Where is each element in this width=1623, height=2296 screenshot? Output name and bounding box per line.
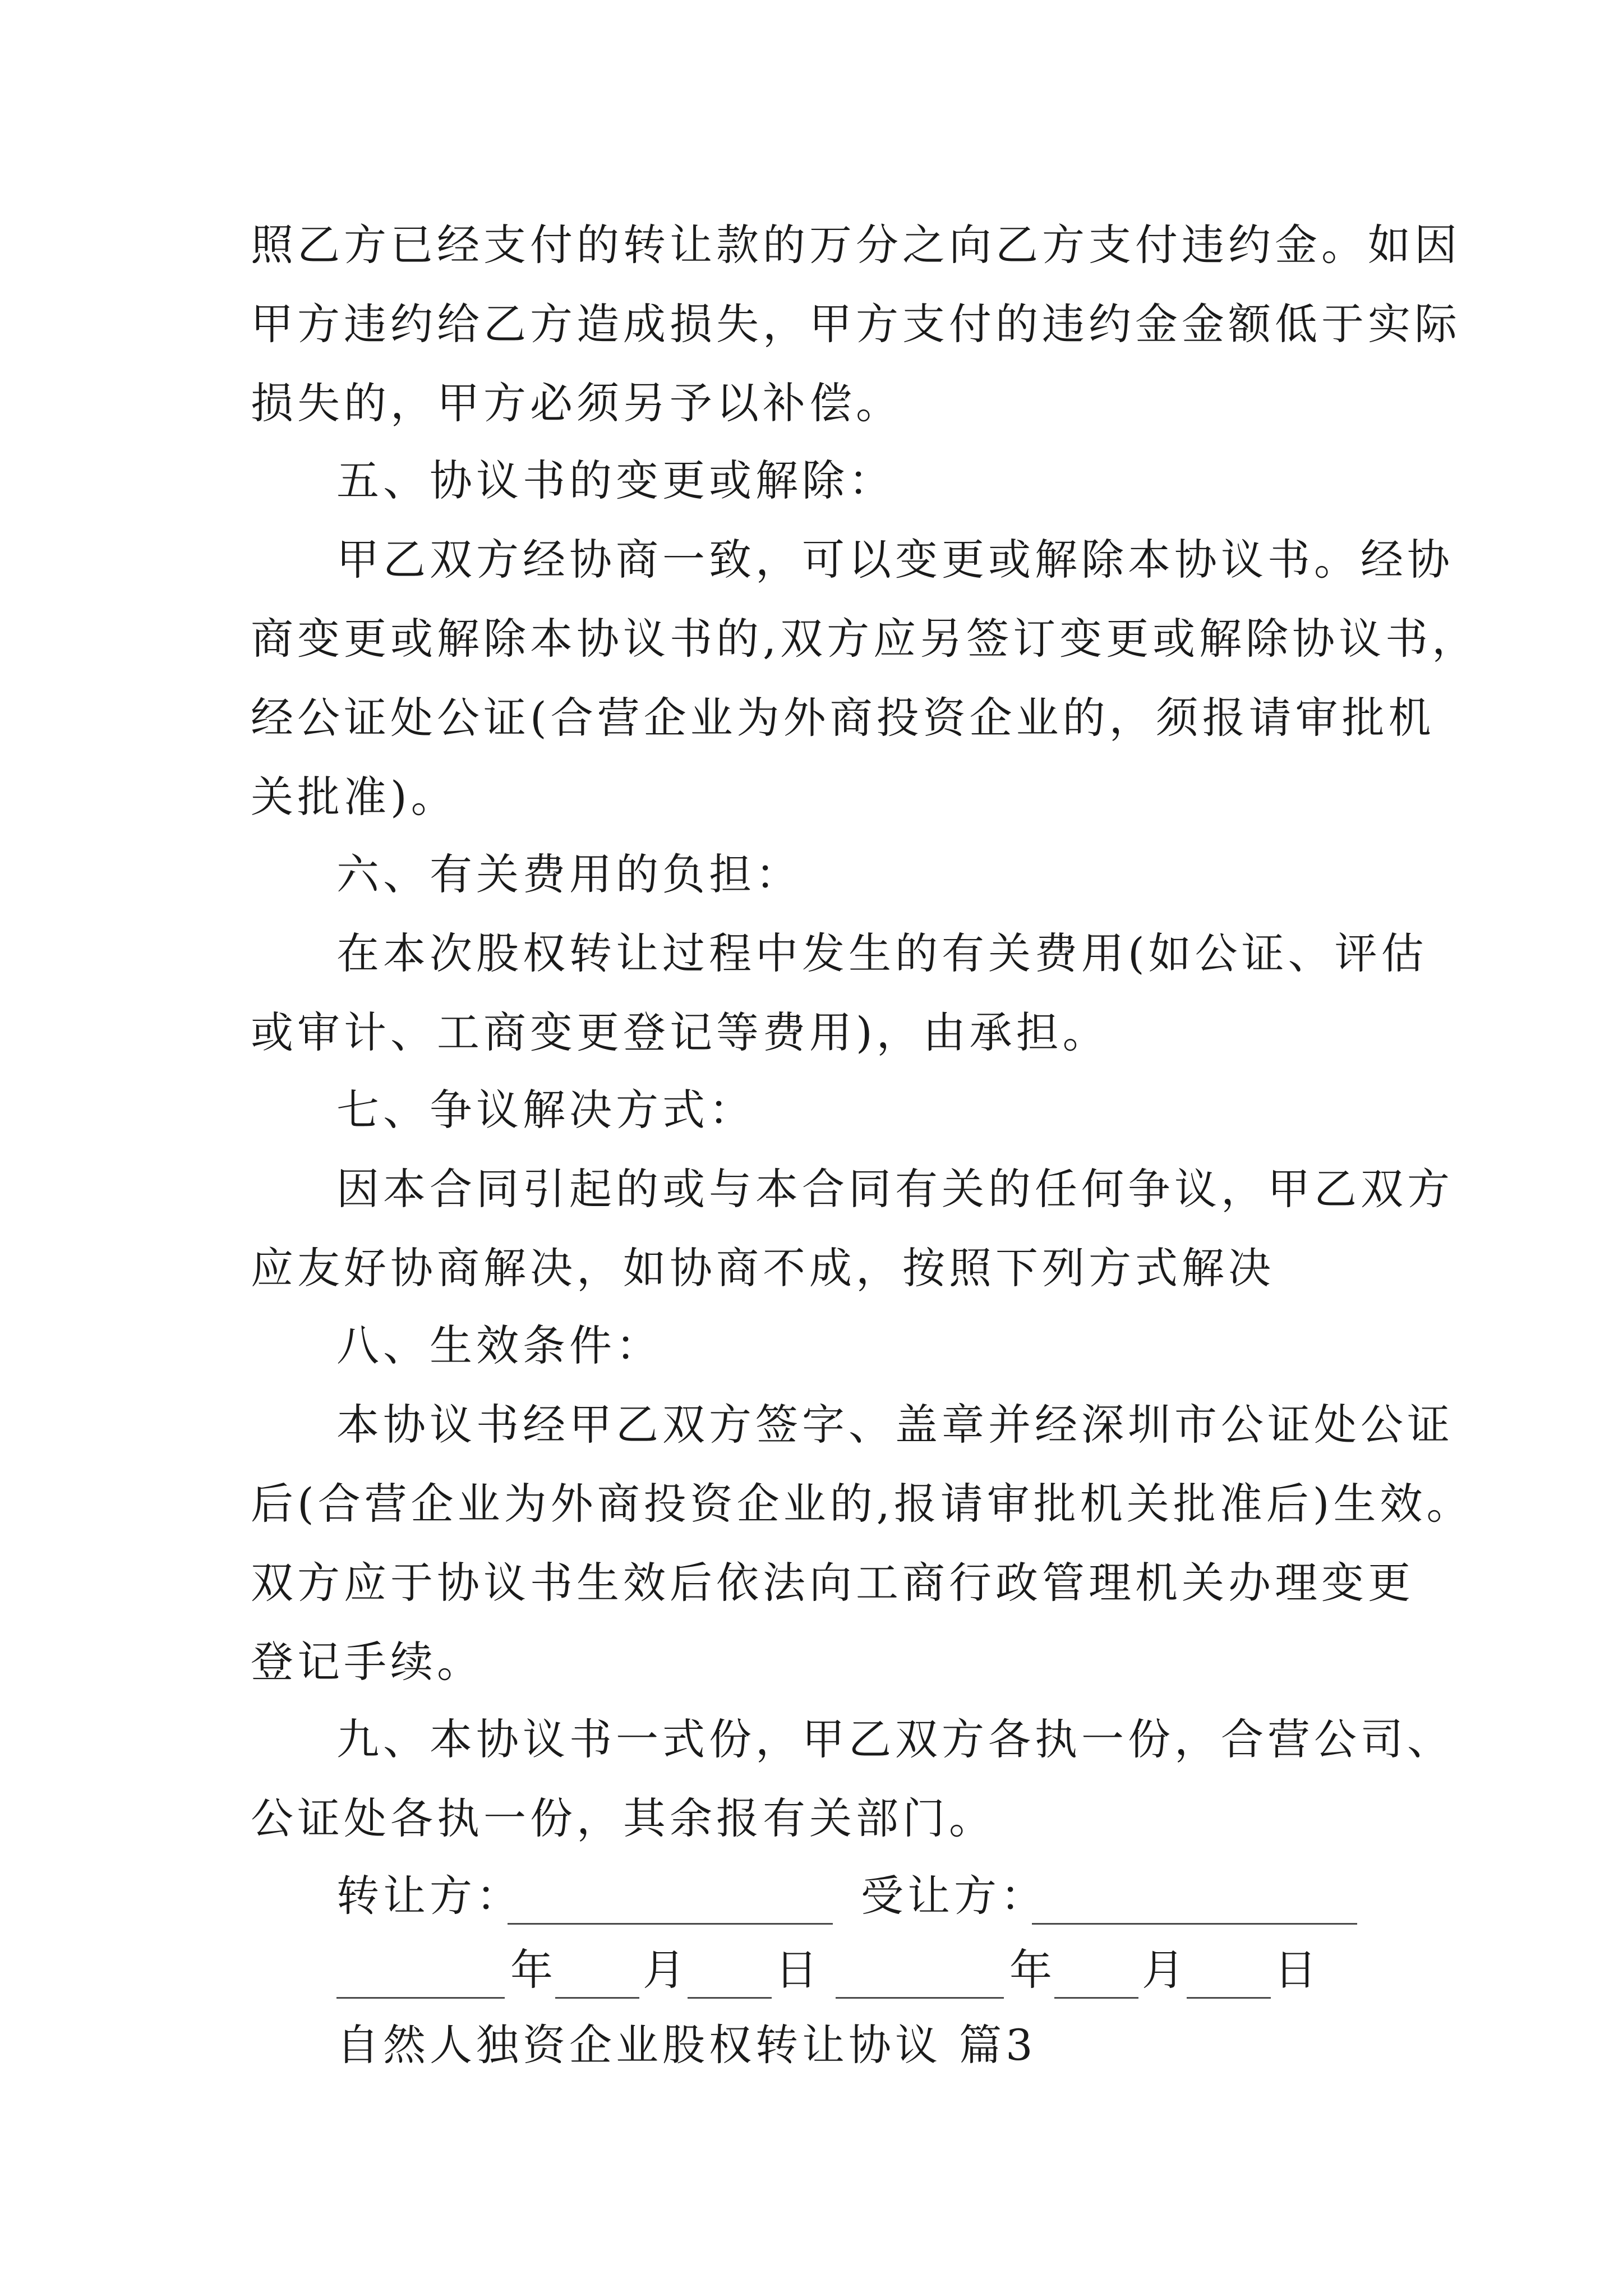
paragraph-line: 在本次股权转让过程中发生的有关费用(如公证、评估: [336, 928, 1428, 978]
year-label: 年: [1009, 1945, 1056, 1995]
paragraph-line: 登记手续。: [251, 1637, 483, 1687]
day-blank: [1187, 1997, 1271, 1999]
paragraph-line: 甲方违约给乙方造成损失，甲方支付的违约金金额低于实际: [251, 299, 1461, 349]
month-label: 月: [1142, 1945, 1188, 1995]
month-blank: [555, 1997, 639, 1999]
paragraph-line: 照乙方已经支付的转让款的万分之向乙方支付违约金。如因: [251, 220, 1461, 270]
paragraph-line: 应友好协商解决，如协商不成，按照下列方式解决: [251, 1243, 1275, 1293]
paragraph-line: 后(合营企业为外商投资企业的,报请审批机关批准后)生效。: [251, 1479, 1473, 1529]
paragraph-line: 商变更或解除本协议书的,双方应另签订变更或解除协议书，: [251, 614, 1479, 664]
paragraph-line: 经公证处公证(合营企业为外商投资企业的，须报请审批机: [251, 693, 1435, 743]
transferor-signature-line: [508, 1923, 833, 1925]
paragraph-line: 双方应于协议书生效后依法向工商行政管理机关办理变更: [251, 1558, 1414, 1608]
transferee-label: 受让方：: [861, 1871, 1047, 1921]
paragraph-line: 关批准)。: [251, 772, 458, 822]
paragraph-line: 九、本协议书一式份，甲乙双方各执一份，合营公司、: [336, 1714, 1454, 1764]
day-label: 日: [775, 1945, 822, 1995]
year-blank: [336, 1997, 505, 1999]
paragraph-line: 甲乙双方经协商一致，可以变更或解除本协议书。经协: [336, 535, 1454, 585]
transferor-label: 转让方：: [336, 1871, 523, 1921]
month-blank: [1054, 1997, 1138, 1999]
section-heading: 七、争议解决方式：: [336, 1085, 755, 1135]
section-heading: 五、协议书的变更或解除：: [336, 455, 895, 505]
paragraph-line: 损失的，甲方必须另予以补偿。: [251, 378, 902, 428]
section-heading: 六、有关费用的负担：: [336, 849, 802, 899]
section-heading: 八、生效条件：: [336, 1320, 662, 1370]
paragraph-line: 本协议书经甲乙双方签字、盖章并经深圳市公证处公证: [336, 1400, 1454, 1450]
day-blank: [688, 1997, 772, 1999]
paragraph-line: 公证处各执一份，其余报有关部门。: [251, 1793, 995, 1843]
day-label: 日: [1274, 1945, 1321, 1995]
month-label: 月: [643, 1945, 689, 1995]
paragraph-line: 或审计、工商变更登记等费用)，由承担。: [251, 1007, 1109, 1057]
transferee-signature-line: [1032, 1923, 1357, 1925]
paragraph-line: 因本合同引起的或与本合同有关的任何争议，甲乙双方: [336, 1164, 1454, 1214]
year-label: 年: [510, 1945, 557, 1995]
article-title: 自然人独资企业股权转让协议 篇3: [336, 2020, 1037, 2070]
year-blank: [836, 1997, 1004, 1999]
